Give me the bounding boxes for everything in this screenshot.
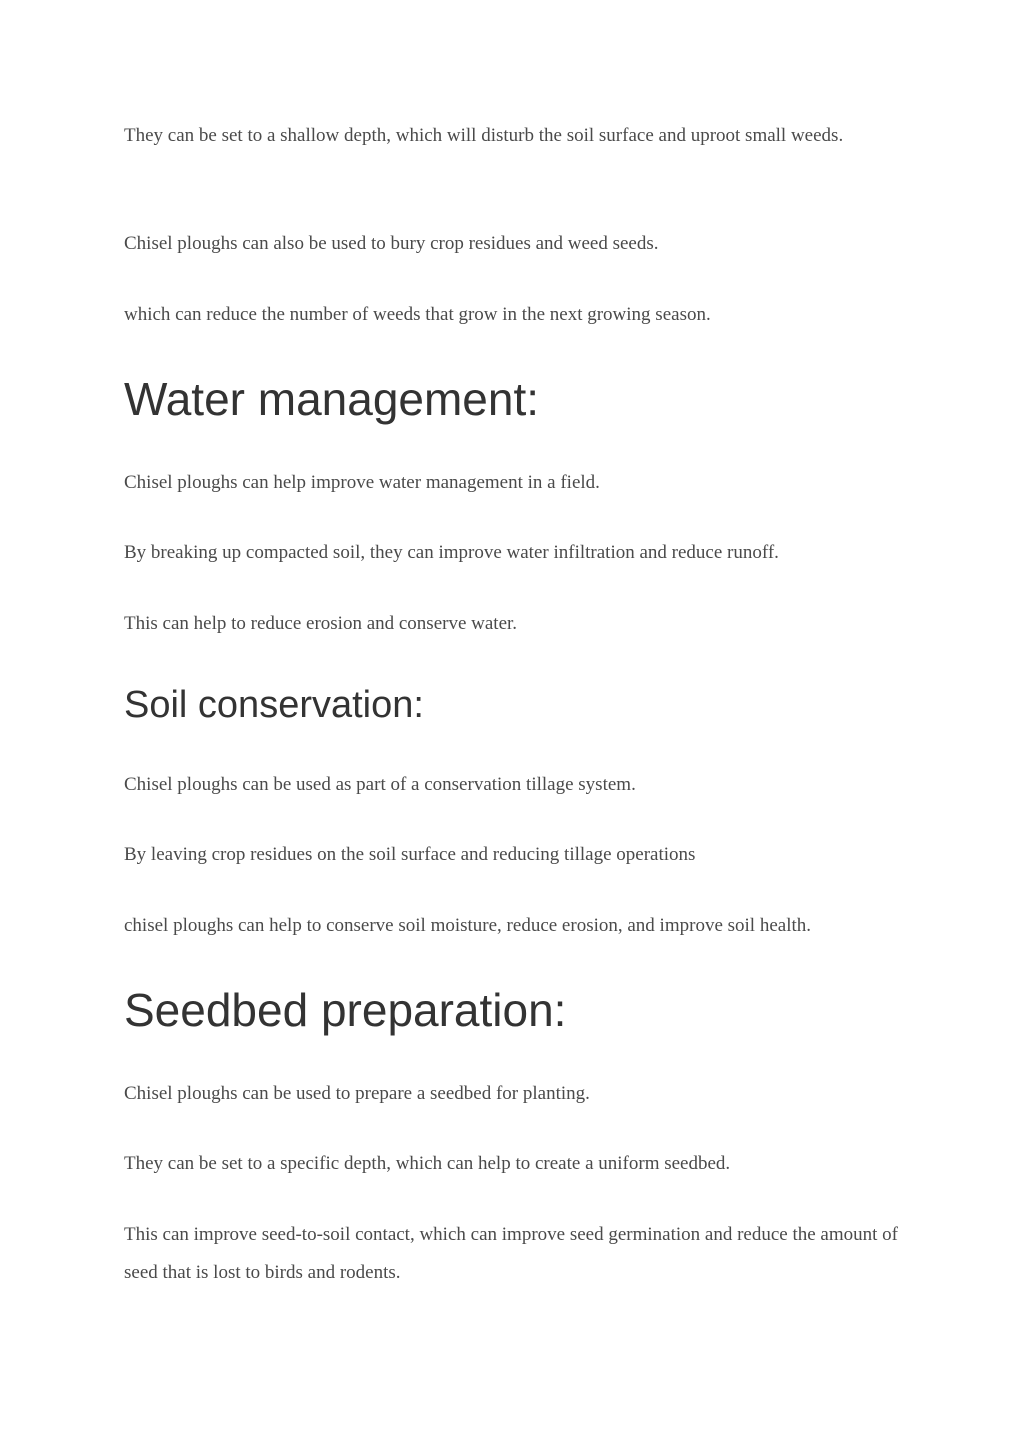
seedbed-paragraph-3: This can improve seed-to-soil contact, which can improve seed germination and reduce the amount of seed that is lost to birds and rodents. bbox=[124, 1224, 898, 1283]
seedbed-paragraph-1: Chisel ploughs can be used to prepare a seedbed for planting. bbox=[124, 1083, 590, 1104]
intro-paragraph-1: They can be set to a shallow depth, which will disturb the soil surface and uproot small weeds. bbox=[124, 125, 844, 146]
soil-paragraph-2: By leaving crop residues on the soil surface and reducing tillage operations bbox=[124, 844, 696, 865]
water-paragraph-1: Chisel ploughs can help improve water management in a field. bbox=[124, 472, 600, 493]
intro-paragraph-3: which can reduce the number of weeds that grow in the next growing season. bbox=[124, 304, 711, 325]
intro-paragraph-2: Chisel ploughs can also be used to bury crop residues and weed seeds. bbox=[124, 233, 659, 254]
heading-soil-conservation: Soil conservation: bbox=[124, 684, 424, 726]
water-paragraph-2: By breaking up compacted soil, they can improve water infiltration and reduce runoff. bbox=[124, 542, 779, 563]
water-paragraph-3: This can help to reduce erosion and conserve water. bbox=[124, 613, 518, 634]
seedbed-paragraph-2: They can be set to a specific depth, which can help to create a uniform seedbed. bbox=[124, 1153, 731, 1174]
soil-paragraph-1: Chisel ploughs can be used as part of a conservation tillage system. bbox=[124, 774, 636, 795]
heading-seedbed-preparation: Seedbed preparation: bbox=[124, 984, 567, 1036]
document-page bbox=[124, 0, 898, 1446]
soil-paragraph-3: chisel ploughs can help to conserve soil moisture, reduce erosion, and improve soil health. bbox=[124, 915, 811, 936]
heading-water-management: Water management: bbox=[124, 373, 540, 425]
